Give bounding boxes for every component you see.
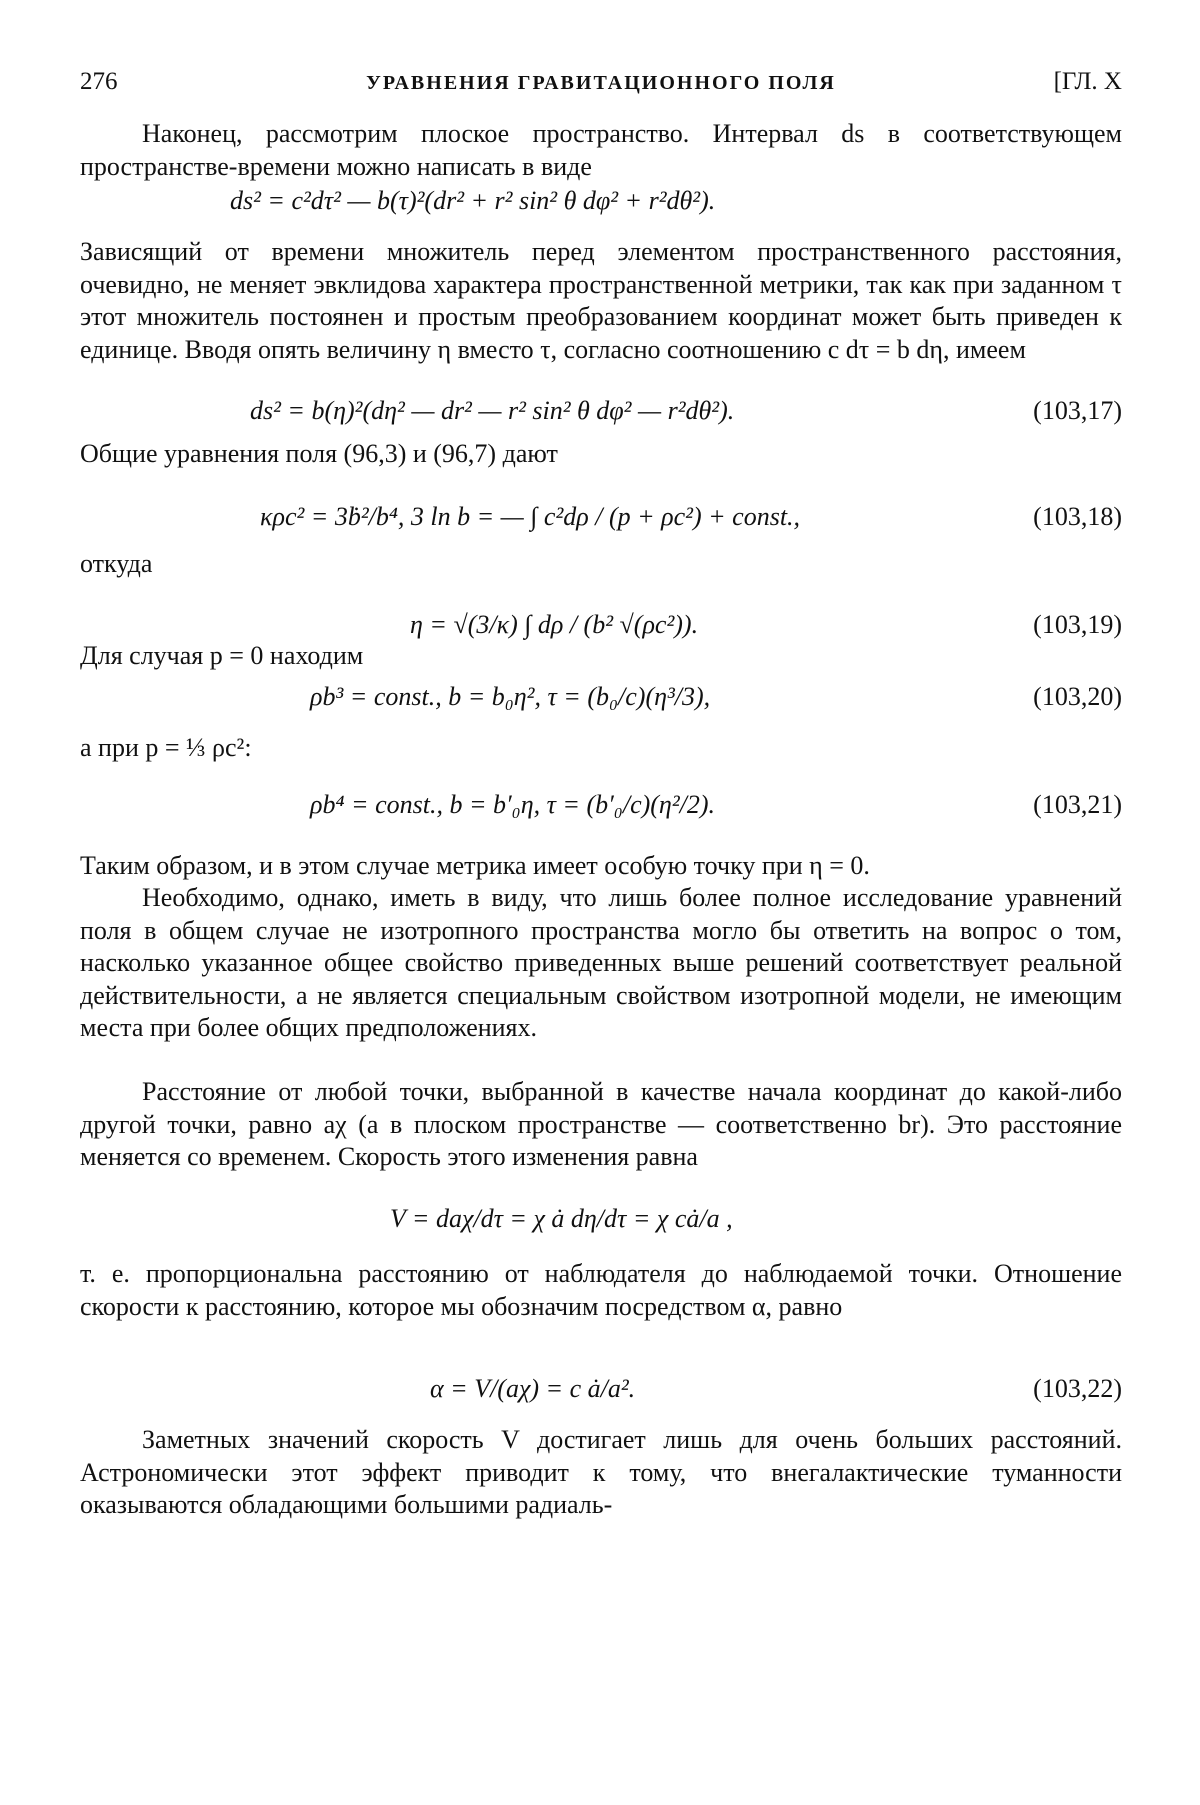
paragraph-distance: Расстояние от любой точки, выбранной в качестве начала координат до какой-либо другой точки, равно aχ (а в плоском пространстве — соответственно br). Это расстояние меняется со временем. Скорость этого изменения равна	[80, 1077, 1122, 1171]
page-header	[80, 68, 1122, 108]
equation-number: (103,21)	[1033, 790, 1122, 819]
paragraph-case-radiation: а при p = ⅓ ρc²:	[80, 733, 252, 762]
running-title: УРАВНЕНИЯ ГРАВИТАЦИОННОГО ПОЛЯ	[366, 72, 836, 94]
paragraph-whence: откуда	[80, 549, 153, 578]
equation-body: ds² = b(η)²(dη² — dr² — r² sin² θ dφ² — r²dθ²).	[250, 396, 735, 425]
equation-body: ds² = c²dτ² — b(τ)²(dr² + r² sin² θ dφ² + r²dθ²).	[230, 186, 716, 215]
paragraph-time-factor: Зависящий от времени множитель перед элементом пространственного расстояния, очевидно, не меняет эвклидова характера пространственной метрики, так как при заданном τ этот множитель постоянен и простым преобразованием координат может быть приведен к единице. Вводя опять величину η вместо τ, согласно соотношению c dτ = b dη, имеем	[80, 237, 1122, 364]
paragraph-galaxies: Заметных значений скорость V достигает лишь для очень больших расстояний. Астрономически этот эффект приводит к тому, что внегалактические туманности оказываются обладающими большими радиаль-	[80, 1425, 1122, 1519]
equation-body: η = √(3/κ) ∫ dρ / (b² √(ρc²)).	[410, 610, 699, 639]
equation-number: (103,18)	[1033, 502, 1122, 531]
book-page	[80, 0, 1122, 1805]
equation-body: ρb³ = const., b = b₀η², τ = (b₀/c)(η³/3),	[310, 682, 711, 711]
equation-body: α = V/(aχ) = c ȧ/a².	[430, 1374, 636, 1403]
equation-body: ρb⁴ = const., b = b′₀η, τ = (b′₀/c)(η²/2).	[310, 790, 716, 819]
equation-number: (103,22)	[1033, 1374, 1122, 1403]
paragraph-singular-point: Таким образом, и в этом случае метрика имеет особую точку при η = 0.	[80, 851, 870, 880]
equation-body: V = daχ/dτ = χ ȧ dη/dτ = χ cȧ/a ,	[390, 1204, 733, 1233]
page-number: 276	[80, 68, 118, 95]
paragraph-field-equations: Общие уравнения поля (96,3) и (96,7) дают	[80, 439, 558, 468]
paragraph-case-p-zero: Для случая p = 0 находим	[80, 641, 364, 670]
equation-number: (103,17)	[1033, 396, 1122, 425]
equation-number: (103,19)	[1033, 610, 1122, 639]
paragraph-proportional: т. е. пропорциональна расстоянию от наблюдателя до наблюдаемой точки. Отношение скорости к расстоянию, которое мы обозначим посредством α, равно	[80, 1259, 1122, 1321]
paragraph-flat-space: Наконец, рассмотрим плоское пространство. Интервал ds в соответствующем пространстве-времени можно написать в виде	[80, 119, 1122, 181]
chapter-marker: [ГЛ. X	[1053, 68, 1122, 95]
equation-body: κρc² = 3ḃ²/b⁴, 3 ln b = — ∫ c²dρ / (p + ρc²) + const.,	[260, 502, 801, 531]
paragraph-caveat: Необходимо, однако, иметь в виду, что лишь более полное исследование уравнений поля в общем случае не изотропного пространства могло бы ответить на вопрос о том, насколько указанное общее свойство приведенных выше решений соответствует реальной действительности, а не является специальным свойством изотропной модели, не имеющим места при более общих предположениях.	[80, 883, 1122, 1042]
equation-number: (103,20)	[1033, 682, 1122, 711]
